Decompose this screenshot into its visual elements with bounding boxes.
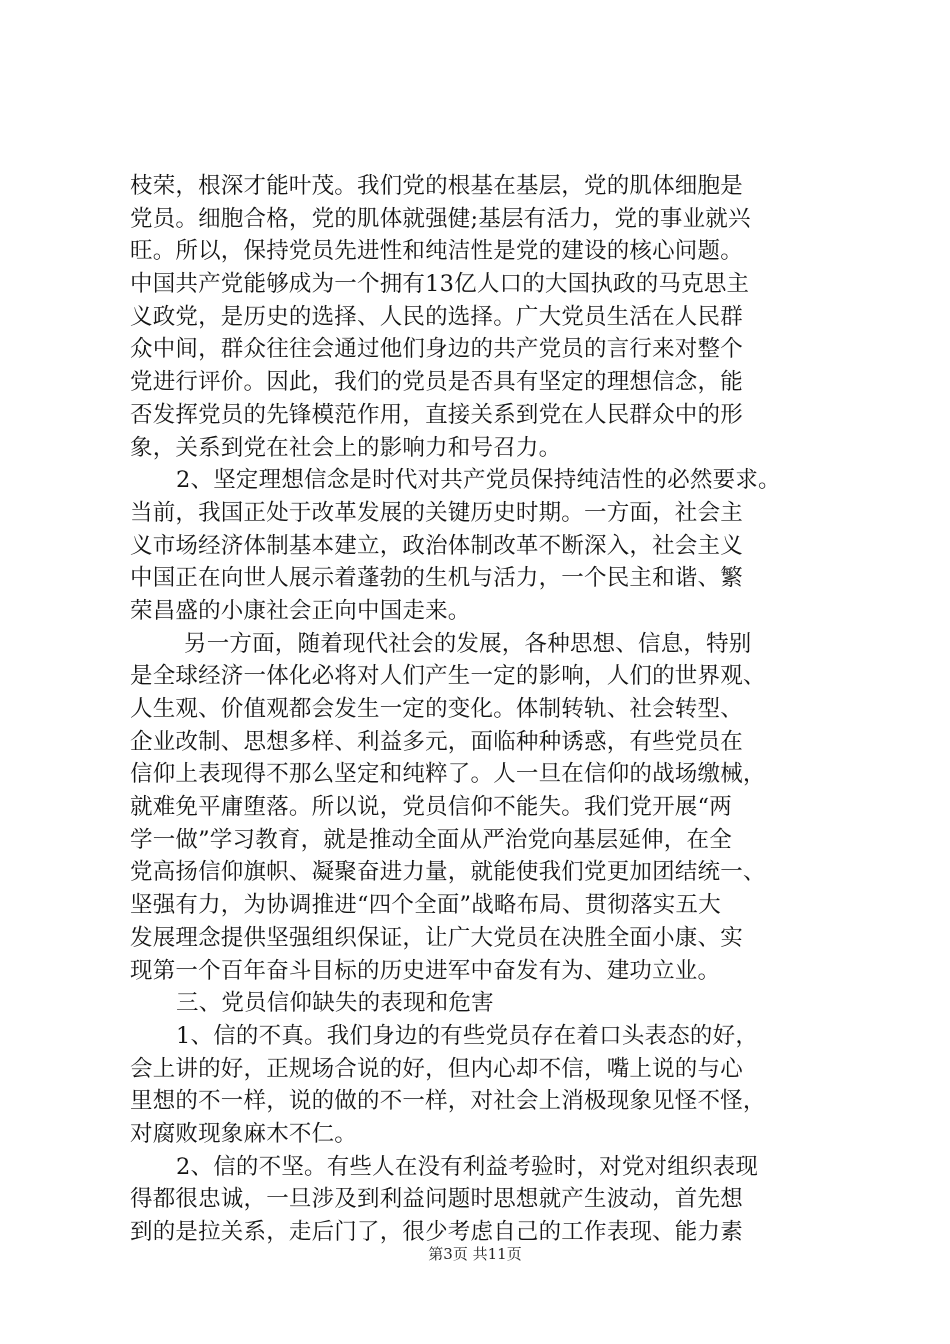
text-line: 党高扬信仰旗帜、凝聚奋进力量，就能使我们党更加团结统一、 [130, 859, 766, 886]
paragraph-start-line: 1、信的不真。我们身边的有些党员存在着口头表态的好， [176, 1022, 759, 1049]
text-line: 党员。细胞合格，党的肌体就强健;基层有活力，党的事业就兴 [130, 205, 751, 232]
paragraph-start-line: 2、坚定理想信念是时代对共产党员保持纯洁性的必然要求。 [176, 467, 781, 494]
text-line: 发展理念提供坚强组织保证，让广大党员在决胜全面小康、实 [130, 924, 743, 951]
paragraph-start-line: 另一方面，随着现代社会的发展，各种思想、信息，特别 [184, 630, 752, 657]
text-line: 枝荣，根深才能叶茂。我们党的根基在基层，党的肌体细胞是 [130, 173, 743, 199]
text-line: 中国共产党能够成为一个拥有13亿人口的大国执政的马克思主 [130, 271, 750, 298]
text-line: 企业改制、思想多样、利益多元，面临种种诱惑，有些党员在 [130, 728, 743, 755]
text-line: 人生观、价值观都会发生一定的变化。体制转轨、社会转型、 [130, 696, 743, 722]
text-line: 党进行评价。因此，我们的党员是否具有坚定的理想信念，能 [130, 369, 743, 396]
text-line: 里想的不一样，说的做的不一样，对社会上消极现象见怪不怪， [130, 1088, 766, 1115]
text-line: 众中间，群众往往会通过他们身边的共产党员的言行来对整个 [130, 336, 743, 363]
text-line: 中国正在向世人展示着蓬勃的生机与活力，一个民主和谐、繁 [130, 565, 743, 592]
page-number-label: 第3页 共11页 [428, 1245, 522, 1263]
body-text [130, 170, 830, 1249]
text-line: 就难免平庸堕落。所以说，党员信仰不能失。我们党开展“两 [130, 794, 732, 821]
text-line: 象，关系到党在社会上的影响力和号召力。 [130, 434, 562, 461]
text-line: 义市场经济体制基本建立，政治体制改革不断深入，社会主义 [130, 532, 743, 559]
text-line: 否发挥党员的先锋模范作用，直接关系到党在人民群众中的形 [130, 401, 743, 428]
page-footer [0, 1244, 950, 1264]
text-line: 对腐败现象麻木不仁。 [130, 1120, 358, 1147]
text-line: 坚强有力，为协调推进“四个全面”战略布局、贯彻落实五大 [130, 892, 721, 919]
paragraph-start-line: 2、信的不坚。有些人在没有利益考验时，对党对组织表现 [176, 1153, 759, 1180]
text-line: 旺。所以，保持党员先进性和纯洁性是党的建设的核心问题。 [130, 238, 743, 265]
text-line: 会上讲的好，正规场合说的好，但内心却不信，嘴上说的与心 [130, 1055, 743, 1082]
text-line: 学一做”学习教育，就是推动全面从严治党向基层延伸，在全 [130, 826, 732, 853]
text-line: 到的是拉关系，走后门了，很少考虑自己的工作表现、能力素 [130, 1219, 743, 1245]
text-line: 义政党，是历史的选择、人民的选择。广大党员生活在人民群 [130, 303, 743, 330]
text-line: 现第一个百年奋斗目标的历史进军中奋发有为、建功立业。 [130, 957, 721, 984]
text-line: 得都很忠诚，一旦涉及到利益问题时思想就产生波动，首先想 [130, 1186, 743, 1213]
text-line: 当前，我国正处于改革发展的关键历史时期。一方面，社会主 [130, 499, 743, 526]
text-line: 信仰上表现得不那么坚定和纯粹了。人一旦在信仰的战场缴械， [130, 761, 766, 788]
text-line: 是全球经济一体化必将对人们产生一定的影响，人们的世界观、 [130, 663, 766, 690]
text-line: 荣昌盛的小康社会正向中国走来。 [130, 597, 471, 624]
section-heading: 三、党员信仰缺失的表现和危害 [176, 990, 494, 1017]
